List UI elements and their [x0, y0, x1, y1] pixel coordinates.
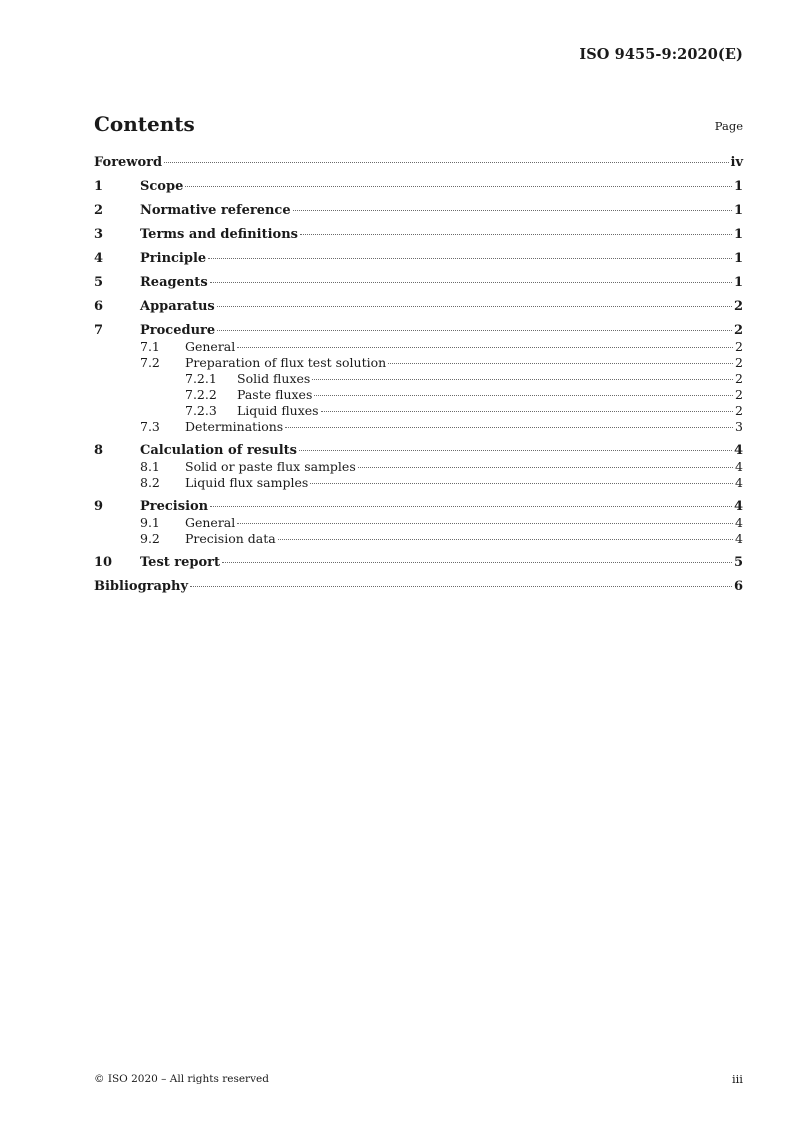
toc-entry[interactable]: [94, 579, 743, 595]
toc-entry[interactable]: [94, 323, 743, 339]
toc-entry[interactable]: [94, 499, 743, 515]
toc-entry-page: 3: [735, 419, 743, 434]
toc-entry[interactable]: [94, 459, 743, 475]
toc-entry-number: 1: [94, 179, 104, 194]
toc-entry-title: Foreword: [94, 155, 163, 170]
toc-entry-page: 2: [735, 403, 743, 418]
toc-entry-page: 4: [733, 443, 743, 458]
toc-entry-page: 6: [733, 579, 743, 594]
toc-dot-leader: [388, 363, 733, 364]
toc-entry-title: Preparation of flux test solution: [185, 355, 387, 370]
toc-entry-title: Paste fluxes: [237, 387, 313, 402]
toc-dot-leader: [293, 210, 732, 211]
contents-heading: Contents: [94, 112, 195, 136]
toc-entry-number: 7.3: [140, 419, 160, 434]
toc-entry[interactable]: [94, 419, 743, 435]
toc-entry-page: 2: [735, 371, 743, 386]
toc-entry-title: Determinations: [185, 419, 284, 434]
toc-entry-number: 4: [94, 251, 104, 266]
toc-entry-number: 3: [94, 227, 104, 242]
toc-entry-number: 10: [94, 555, 113, 570]
toc-entry-title: Solid fluxes: [237, 371, 311, 386]
toc-entry-number: 9.1: [140, 515, 160, 530]
toc-dot-leader: [310, 483, 733, 484]
toc-entry-page: 4: [735, 531, 743, 546]
toc-entry[interactable]: [94, 299, 743, 315]
toc-entry-title: Precision: [140, 499, 209, 514]
toc-dot-leader: [208, 258, 732, 259]
toc-entry-title: Reagents: [140, 275, 208, 290]
toc-entry-number: 7.2: [140, 355, 160, 370]
toc-entry-page: 1: [733, 203, 743, 218]
toc-entry-number: 9.2: [140, 531, 160, 546]
toc-dot-leader: [237, 347, 733, 348]
toc-entry-title: Terms and definitions: [140, 227, 298, 242]
toc-entry-page: 5: [733, 555, 743, 570]
toc-dot-leader: [217, 330, 732, 331]
toc-entry-page: 1: [733, 179, 743, 194]
toc-dot-leader: [278, 539, 733, 540]
toc-dot-leader: [217, 306, 732, 307]
toc-entry-number: 8.2: [140, 475, 160, 490]
toc-entry[interactable]: [94, 155, 743, 171]
toc-entry-title: General: [185, 515, 236, 530]
toc-entry-title: Procedure: [140, 323, 216, 338]
toc-dot-leader: [285, 427, 733, 428]
toc-dot-leader: [312, 379, 733, 380]
toc-dot-leader: [300, 234, 732, 235]
toc-entry-page: 4: [733, 499, 743, 514]
toc-entry[interactable]: [94, 387, 743, 403]
toc-entry-page: 1: [733, 227, 743, 242]
page-column-label: Page: [714, 119, 743, 133]
toc-entry-page: 2: [735, 355, 743, 370]
toc-dot-leader: [321, 411, 733, 412]
toc-entry-number: 7.2.1: [185, 371, 217, 386]
toc-entry-page: iv: [730, 155, 743, 170]
toc-entry[interactable]: [94, 203, 743, 219]
toc-dot-leader: [164, 162, 728, 163]
toc-entry-page: 1: [733, 275, 743, 290]
toc-entry-title: Solid or paste flux samples: [185, 459, 356, 474]
toc-entry[interactable]: [94, 555, 743, 571]
toc-entry-page: 4: [735, 475, 743, 490]
toc-dot-leader: [210, 282, 732, 283]
toc-entry[interactable]: [94, 403, 743, 419]
toc-entry-number: 7.2.3: [185, 403, 217, 418]
document-id-header: ISO 9455-9:2020(E): [579, 46, 743, 63]
toc-entry-page: 4: [735, 459, 743, 474]
toc-dot-leader: [299, 450, 732, 451]
copyright-footer: © ISO 2020 – All rights reserved: [94, 1073, 269, 1085]
toc-entry[interactable]: [94, 355, 743, 371]
toc-entry[interactable]: [94, 531, 743, 547]
toc-entry-title: General: [185, 339, 236, 354]
toc-entry-page: 2: [735, 339, 743, 354]
toc-entry[interactable]: [94, 251, 743, 267]
toc-entry-page: 2: [735, 387, 743, 402]
toc-entry[interactable]: [94, 339, 743, 355]
toc-entry-number: 7.2.2: [185, 387, 217, 402]
toc-entry[interactable]: [94, 227, 743, 243]
toc-entry-page: 2: [733, 323, 743, 338]
toc-entry[interactable]: [94, 371, 743, 387]
toc-entry-title: Liquid flux samples: [185, 475, 309, 490]
toc-entry-title: Calculation of results: [140, 443, 297, 458]
toc-dot-leader: [185, 186, 732, 187]
page-number-footer: iii: [731, 1072, 743, 1086]
toc-entry[interactable]: [94, 179, 743, 195]
toc-dot-leader: [210, 506, 732, 507]
toc-entry-page: 4: [735, 515, 743, 530]
toc-dot-leader: [222, 562, 732, 563]
toc-entry-number: 5: [94, 275, 104, 290]
toc-entry-title: Scope: [140, 179, 184, 194]
toc-entry[interactable]: [94, 475, 743, 491]
toc-entry-page: 1: [733, 251, 743, 266]
toc-dot-leader: [237, 523, 733, 524]
toc-entry[interactable]: [94, 275, 743, 291]
toc-entry-title: Liquid fluxes: [237, 403, 319, 418]
toc-entry-number: 9: [94, 499, 104, 514]
table-of-contents: [94, 155, 743, 595]
toc-entry-title: Apparatus: [140, 299, 215, 314]
toc-entry[interactable]: [94, 515, 743, 531]
toc-entry-page: 2: [733, 299, 743, 314]
toc-entry-title: Principle: [140, 251, 207, 266]
toc-dot-leader: [190, 586, 732, 587]
toc-entry-title: Test report: [140, 555, 221, 570]
toc-entry-number: 7: [94, 323, 104, 338]
toc-dot-leader: [358, 467, 733, 468]
toc-entry-number: 2: [94, 203, 104, 218]
toc-entry[interactable]: [94, 443, 743, 459]
toc-entry-title: Precision data: [185, 531, 276, 546]
toc-entry-title: Normative reference: [140, 203, 291, 218]
toc-entry-number: 8.1: [140, 459, 160, 474]
toc-entry-title: Bibliography: [94, 579, 189, 594]
toc-entry-number: 8: [94, 443, 104, 458]
toc-entry-number: 6: [94, 299, 104, 314]
toc-entry-number: 7.1: [140, 339, 160, 354]
toc-dot-leader: [314, 395, 733, 396]
